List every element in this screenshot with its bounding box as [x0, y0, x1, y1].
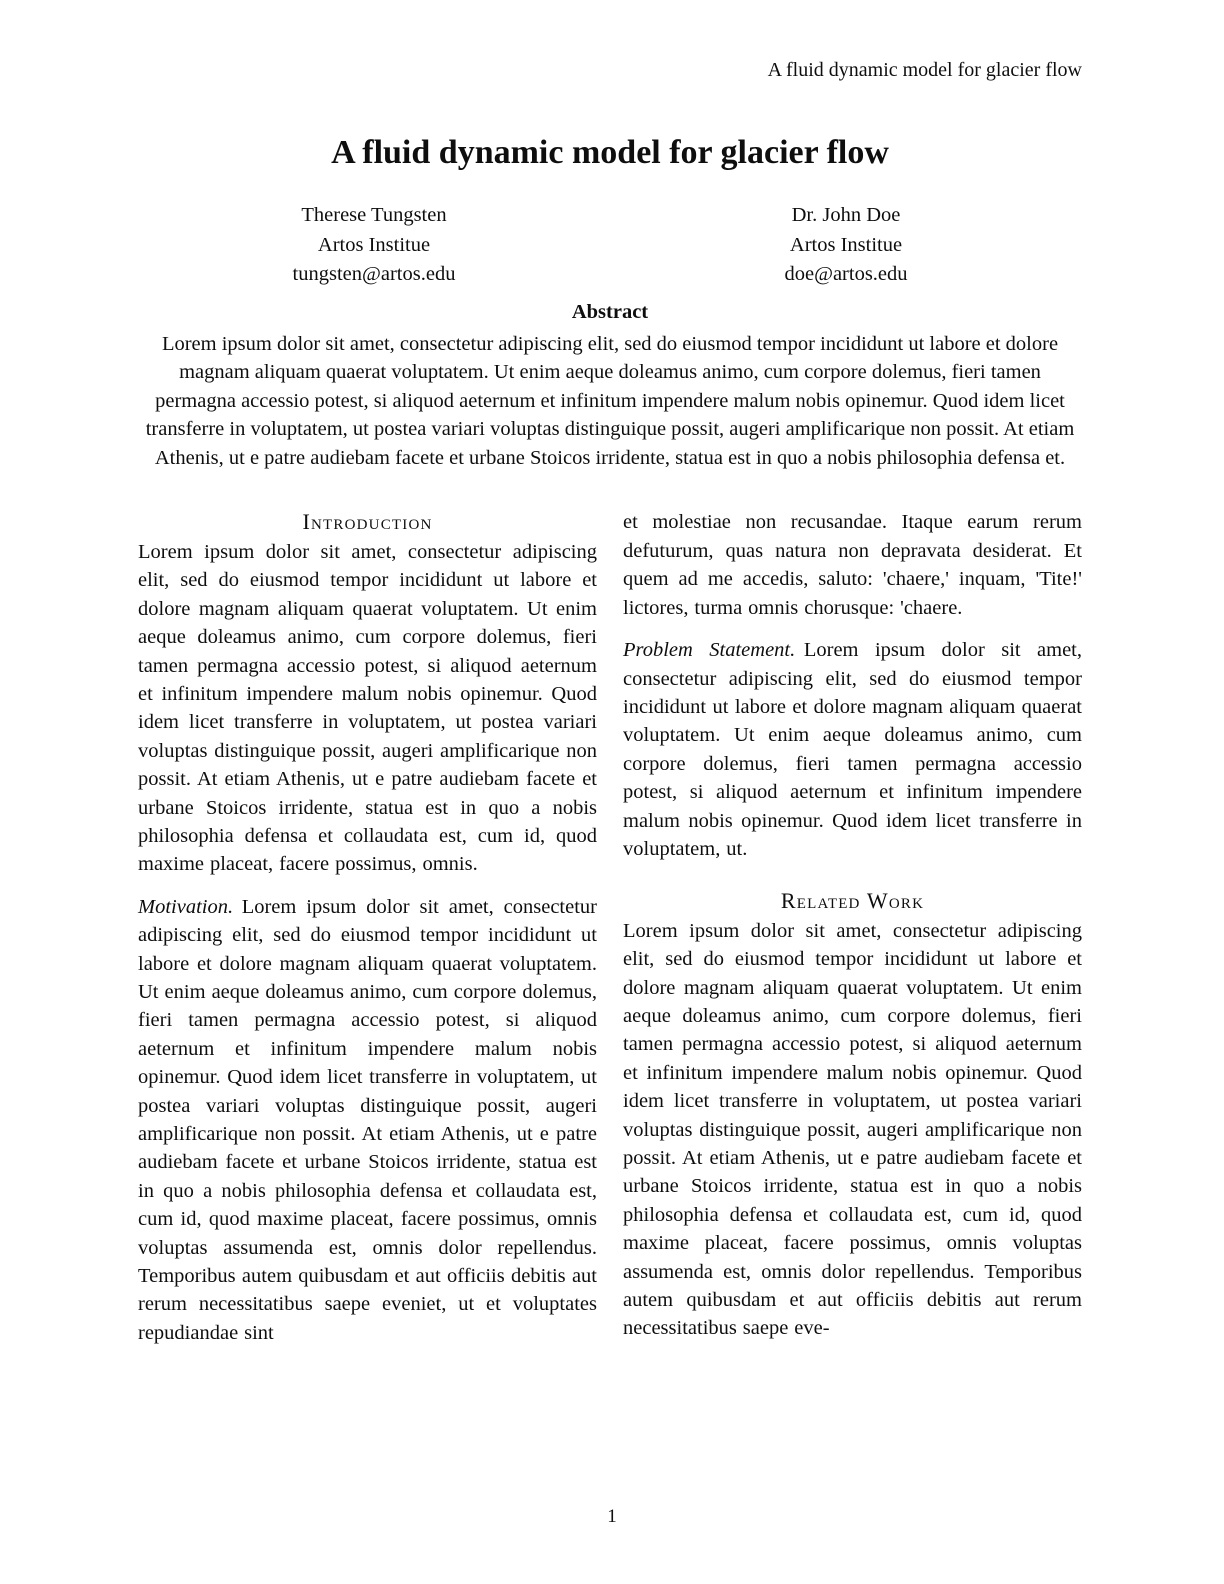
related-work-paragraph: Lorem ipsum dolor sit amet, consectetur adipiscing elit, sed do eiusmod tempor incididunt ut labore et dolore magnam aliquam quaerat voluptatem. Ut enim aeque doleamus animo, cum corpore dolemus, fieri tamen permagna accessio potest, si aliquod aeternum et infinitum impendere malum nobis opinemur. Quod idem licet transferre in voluptatem, ut postea variari voluptas distinguique possit, augeri amplificarique non possit. At etiam Athenis, ut e patre audiebam facete et urbane Stoicos irridente, statua est in quo a nobis philosophia defensa et collaudata est, cum id, quod maxime placeat, facere possimus, omnis voluptas assumenda est, omnis dolor repellendus. Temporibus autem quibusdam et aut officiis debitis aut rerum necessitatibus saepe eve- — [623, 919, 1082, 1340]
right-column — [623, 508, 1082, 1347]
two-column-body — [138, 508, 1082, 1347]
motivation-text: Lorem ipsum dolor sit amet, consectetur adipiscing elit, sed do eiusmod tempor incididunt ut labore et dolore magnam aliquam quaerat voluptatem. Ut enim aeque doleamus animo, cum corpore dolemus, fieri tamen permagna accessio potest, si aliquod aeternum et infinitum impendere malum nobis opinemur. Quod idem licet transferre in voluptatem, ut postea variari voluptas distinguique possit, augeri amplificarique non possit. At etiam Athenis, ut e patre audiebam facete et urbane Stoicos irridente, statua est in quo a nobis philosophia defensa et collaudata est, cum id, quod maxime placeat, facere possimus, omnis voluptas assumenda est, omnis dolor repellendus. Temporibus autem quibusdam et aut officiis debitis aut rerum necessitatibus saepe eveniet, ut et voluptates repudiandae sint — [138, 895, 597, 1344]
abstract-heading: Abstract — [571, 300, 649, 323]
introduction-paragraph: Lorem ipsum dolor sit amet, consectetur adipiscing elit, sed do eiusmod tempor incididunt ut labore et dolore magnam aliquam quaerat voluptatem. Ut enim aeque doleamus animo, cum corpore dolemus, fieri tamen permagna accessio potest, si aliquod aeternum et infinitum impendere malum nobis opinemur. Quod idem licet transferre in voluptatem, ut postea variari voluptas distinguique possit, augeri amplificarique non possit. At etiam Athenis, ut e patre audiebam facete et urbane Stoicos irridente, statua est in quo a nobis philosophia defensa et collaudata est, cum id, quod maxime placeat, facere possimus, omnis. — [138, 540, 597, 876]
page-footer — [0, 1506, 1224, 1528]
running-head: A fluid dynamic model for glacier flow — [767, 59, 1082, 81]
author-name: Dr. John Doe — [791, 204, 901, 226]
problem-statement-text: Lorem ipsum dolor sit amet, consectetur adipiscing elit, sed do eiusmod tempor incididunt ut labore et dolore magnam aliquam quaerat voluptatem. Ut enim aeque doleamus animo, cum corpore dolemus, fieri tamen permagna accessio potest, si aliquod aeternum et infinitum impendere malum nobis opinemur. Quod idem licet transferre in voluptatem, ut. — [623, 639, 1082, 860]
author-left — [138, 201, 610, 290]
author-affiliation: Artos Institue — [317, 233, 431, 256]
motivation-paragraph — [138, 893, 597, 1348]
left-column — [138, 508, 597, 1347]
section-heading-related-work: Related Work — [780, 888, 925, 914]
problem-statement-paragraph — [623, 636, 1082, 863]
page-number: 1 — [607, 1506, 617, 1527]
paper-title: A fluid dynamic model for glacier flow — [331, 134, 889, 171]
abstract-section — [138, 299, 1082, 473]
problem-statement-runin-label: Problem Statement. — [623, 639, 796, 662]
author-block — [138, 201, 1082, 290]
author-email: doe@artos.edu — [784, 263, 908, 285]
motivation-runin-label: Motivation. — [138, 895, 234, 918]
author-affiliation: Artos Institue — [789, 233, 903, 256]
abstract-text: Lorem ipsum dolor sit amet, consectetur adipiscing elit, sed do eiusmod tempor incididunt ut labore et dolore magnam aliquam quaerat voluptatem. Ut enim aeque doleamus animo, cum corpore dolemus, fieri tamen permagna accessio potest, si aliquod aeternum et infinitum impendere malum nobis opinemur. Quod idem licet transferre in voluptatem, ut postea variari voluptas distinguique possit, augeri amplificarique non possit. At etiam Athenis, ut e patre audiebam facete et urbane Stoicos irridente, statua est in quo a nobis philosophia defensa et. — [145, 332, 1075, 469]
section-heading-introduction: Introduction — [302, 509, 433, 535]
author-right — [610, 201, 1082, 290]
author-name: Therese Tungsten — [301, 204, 447, 226]
author-email: tungsten@artos.edu — [292, 263, 456, 285]
motivation-continuation-paragraph: et molestiae non recusandae. Itaque earum rerum defuturum, quas natura non depravata desiderat. Et quem ad me accedis, saluto: 'chaere,' inquam, 'Tite!' lictores, turma omnis chorusque: 'chaere. — [623, 511, 1082, 619]
